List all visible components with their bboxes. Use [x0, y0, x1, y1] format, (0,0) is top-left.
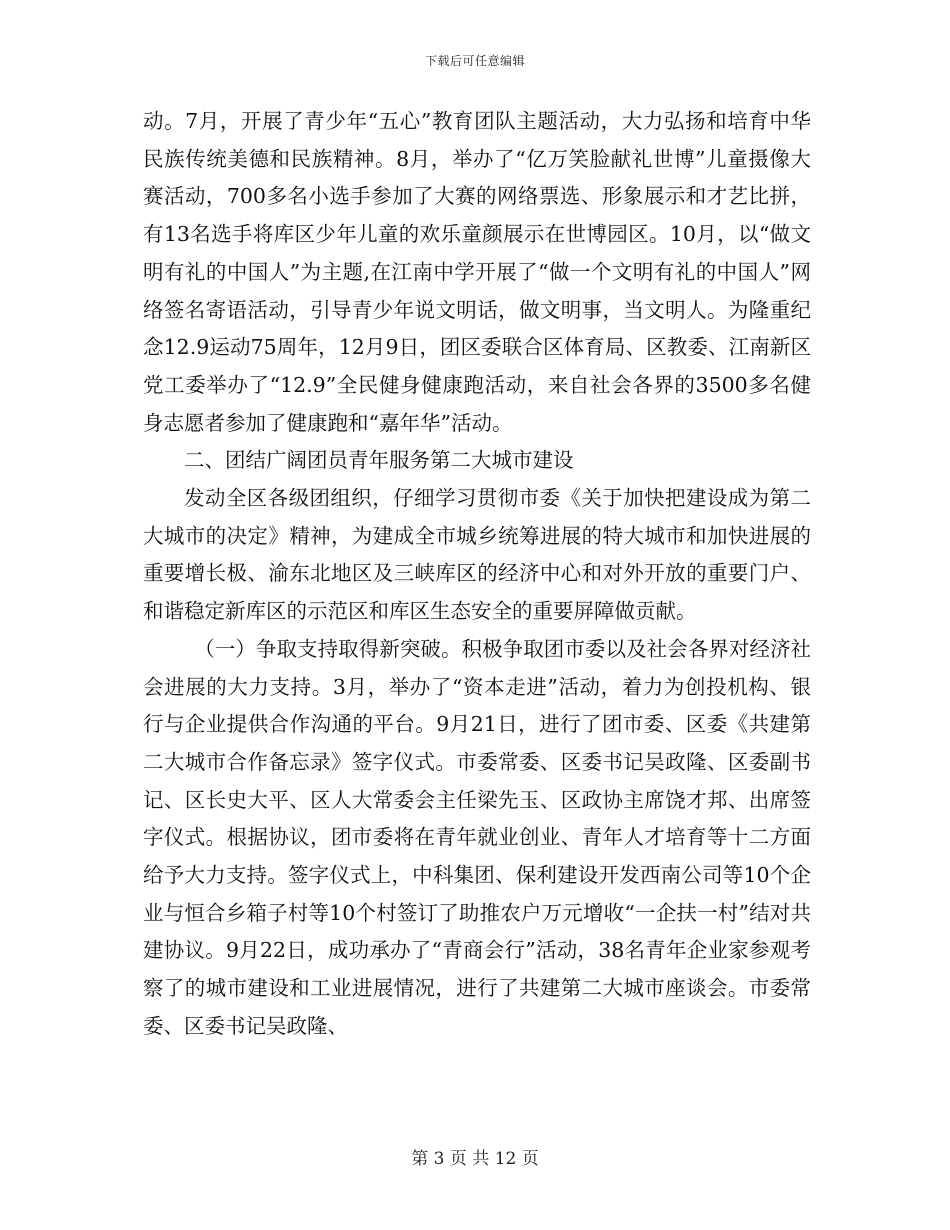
paragraph-mobilize-organizations: 发动全区各级团组织，仔细学习贯彻市委《关于加快把建设成为第二大城市的决定》精神，为建成全市城乡统筹进展的特大城市和加快进展的重要增长极、渝东北地区及三峡库区的经济中心和对外开放的重要门户、和谐稳定新库区的示范区和库区生态安全的重要屏障做贡献。 — [143, 486, 811, 624]
page-header-note: 下载后可任意编辑 — [424, 54, 525, 68]
page-number-footer: 第 3 页 共 12 页 — [411, 1149, 539, 1169]
paragraph-youth-activities: 动。7月，开展了青少年“五心”教育团队主题活动，大力弘扬和培育中华民族传统美德和民族精神。8月，举办了“亿万笑脸献礼世博”儿童摄像大赛活动，700多名小选手参加了大赛的网络票选、形象展示和才艺比拼，有13名选手将库区少年儿童的欢乐童颜展示在世博园区。10月，以“做文明有礼的中国人”为主题,在江南中学开展了“做一个文明有礼的中国人”网络签名寄语活动，引导青少年说文明话，做文明事，当文明人。为隆重纪念12.9运动75周年，12月9日，团区委联合区体育局、区教委、江南新区党工委举办了“12.9”全民健身健康跑活动，来自社会各界的3500多名健身志愿者参加了健康跑和“嘉年华”活动。 — [143, 109, 811, 435]
section-heading-serve-city: 二、团结广阔团员青年服务第二大城市建设 — [184, 448, 574, 473]
document-body — [143, 103, 811, 1046]
paragraph-support-breakthrough: （一）争取支持取得新突破。积极争取团市委以及社会各界对经济社会进展的大力支持。3月，举办了“资本走进”活动，着力为创投机构、银行与企业提供合作沟通的平台。9月21日，进行了团市委、区委《共建第二大城市合作备忘录》签字仪式。市委常委、区委书记吴政隆、区委副书记、区长史大平、区人大常委会主任梁先玉、区政协主席饶才邦、出席签字仪式。根据协议，团市委将在青年就业创业、青年人才培育等十二方面给予大力支持。签字仪式上，中科集团、保利建设开发西南公司等10个企业与恒合乡箱子村等10个村签订了助推农户万元增收“一企扶一村”结对共建协议。9月22日，成功承办了“青商会行”活动，38名青年企业家参观考察了的城市建设和工业进展情况，进行了共建第二大城市座谈会。市委常委、区委书记吴政隆、 — [143, 636, 811, 1038]
